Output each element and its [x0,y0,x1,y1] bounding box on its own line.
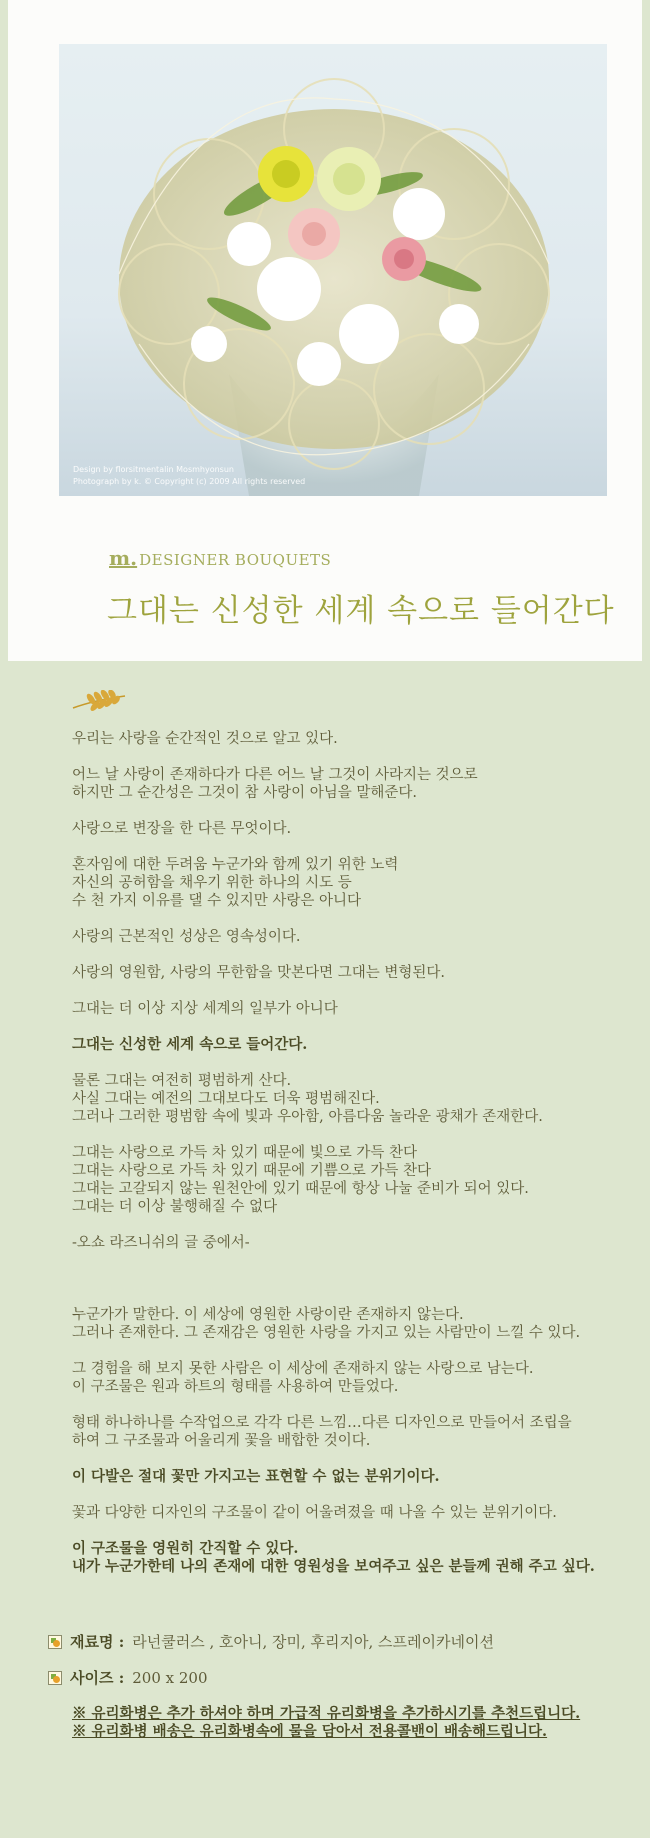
material-label: 재료명 : [70,1633,125,1651]
vase-note: ※ 유리화병 배송은 유리화병속에 물을 담아서 전용콜밴이 배송해드립니다. [72,1723,548,1740]
header-card [8,0,642,661]
text-line: 그 경험을 해 보지 못한 사람은 이 세상에 존재하지 않는 사랑으로 남는다. [72,1361,534,1377]
size-value: 200 x 200 [132,1668,208,1687]
size-spec [48,1667,208,1688]
wheat-sprig-icon [71,690,127,712]
text-line: 혼자임에 대한 두려움 누군가와 함께 있기 위한 노력 [72,857,399,873]
text-line: 사랑의 영원함, 사랑의 무한함을 맛본다면 그대는 변형된다. [72,965,446,981]
blank-line [72,802,612,820]
page-title: 그대는 신성한 세계 속으로 들어간다 [107,593,615,629]
text-line: 누군가가 말한다. 이 세상에 영원한 사랑이란 존재하지 않는다. [72,1307,464,1323]
text-line: 꽃과 다양한 디자인의 구조물이 같이 어울려졌을 때 나올 수 있는 분위기이다. [72,1505,557,1521]
image-icon [48,1635,62,1649]
text-line: 하여 그 구조물과 어울리게 꽃을 배합한 것이다. [72,1433,371,1449]
description-text [72,730,612,1576]
text-line: 사랑의 근본적인 성상은 영속성이다. [72,929,301,945]
text-line: 그대는 신성한 세계 속으로 들어간다. [72,1036,308,1053]
blank-line [72,910,612,928]
text-line: 사랑으로 변장을 한 다른 무엇이다. [72,821,292,837]
text-line: 그대는 더 이상 불행해질 수 없다 [72,1199,278,1215]
material-spec [48,1631,494,1652]
text-line: 사실 그대는 예전의 그대보다도 더욱 평범해진다. [72,1091,380,1107]
blank-line [72,1018,612,1036]
text-line: 우리는 사랑을 순간적인 것으로 알고 있다. [72,731,338,747]
text-line: 어느 날 사랑이 존재하다가 다른 어느 날 그것이 사라지는 것으로 [72,767,478,783]
text-line: 형태 하나하나를 수작업으로 각각 다른 느낌…다른 디자인으로 만들어서 조립을 [72,1415,572,1431]
text-line: 내가 누군가한테 나의 존재에 대한 영원성을 보여주고 싶은 분들께 권해 주고 싶다. [72,1558,595,1575]
blank-line [72,1342,612,1360]
size-label: 사이즈 : [70,1669,125,1687]
photo-credit-copyright: Photograph by k. © Copyright (c) 2009 All rights reserved [73,477,306,486]
blank-line [72,1054,612,1072]
blank-line [72,1216,612,1234]
brand-mark: m. [109,546,138,570]
brand-logo [109,546,331,570]
blank-line [72,1486,612,1504]
blank-line [72,1288,612,1306]
blank-line [72,1396,612,1414]
vase-note: ※ 유리화병은 추가 하셔야 하며 가급적 유리화병을 추가하시기를 추천드립니다. [72,1705,581,1722]
text-line: -오쇼 라즈니쉬의 글 중에서- [72,1235,250,1251]
blank-line [72,946,612,964]
text-line: 이 다발은 절대 꽃만 가지고는 표현할 수 없는 분위기이다. [72,1468,440,1485]
blank-line [72,1522,612,1540]
material-value: 라넌쿨러스 , 호아니, 장미, 후리지아, 스프레이카네이션 [132,1633,494,1651]
vase-notes [72,1705,580,1741]
text-line: 하지만 그 순간성은 그것이 참 사랑이 아님을 말해준다. [72,785,418,801]
blank-line [72,1252,612,1270]
text-line: 그대는 고갈되지 않는 원천안에 있기 때문에 항상 나눌 준비가 되어 있다. [72,1181,529,1197]
text-line: 그러나 존재한다. 그 존재감은 영원한 사랑을 가지고 있는 사람만이 느낄 수 있다. [72,1325,581,1341]
text-line: 물론 그대는 여전히 평범하게 산다. [72,1073,292,1089]
blank-line [72,748,612,766]
text-line: 그대는 사랑으로 가득 차 있기 때문에 기쁨으로 가득 찬다 [72,1163,432,1179]
blank-line [72,982,612,1000]
text-line: 그대는 더 이상 지상 세계의 일부가 아니다 [72,1001,338,1017]
blank-line [72,1126,612,1144]
brand-text: DESIGNER BOUQUETS [139,551,332,569]
text-line: 이 구조물을 영원히 간직할 수 있다. [72,1540,299,1557]
text-line: 그대는 사랑으로 가득 차 있기 때문에 빛으로 가득 찬다 [72,1145,418,1161]
image-icon [48,1671,62,1685]
bouquet-illustration [59,44,607,496]
bouquet-photo [59,44,607,496]
text-line: 이 구조물은 원과 하트의 형태를 사용하여 만들었다. [72,1379,399,1395]
blank-line [72,838,612,856]
blank-line [72,1270,612,1288]
text-line: 자신의 공허함을 채우기 위한 하나의 시도 등 [72,875,352,891]
text-line: 그러나 그러한 평범함 속에 빛과 우아함, 아름다움 놀라운 광채가 존재한다. [72,1109,543,1125]
photo-credit-design: Design by florsitmentalin Mosmhyonsun [73,465,234,474]
text-line: 수 천 가지 이유를 댈 수 있지만 사랑은 아니다 [72,893,361,909]
blank-line [72,1450,612,1468]
